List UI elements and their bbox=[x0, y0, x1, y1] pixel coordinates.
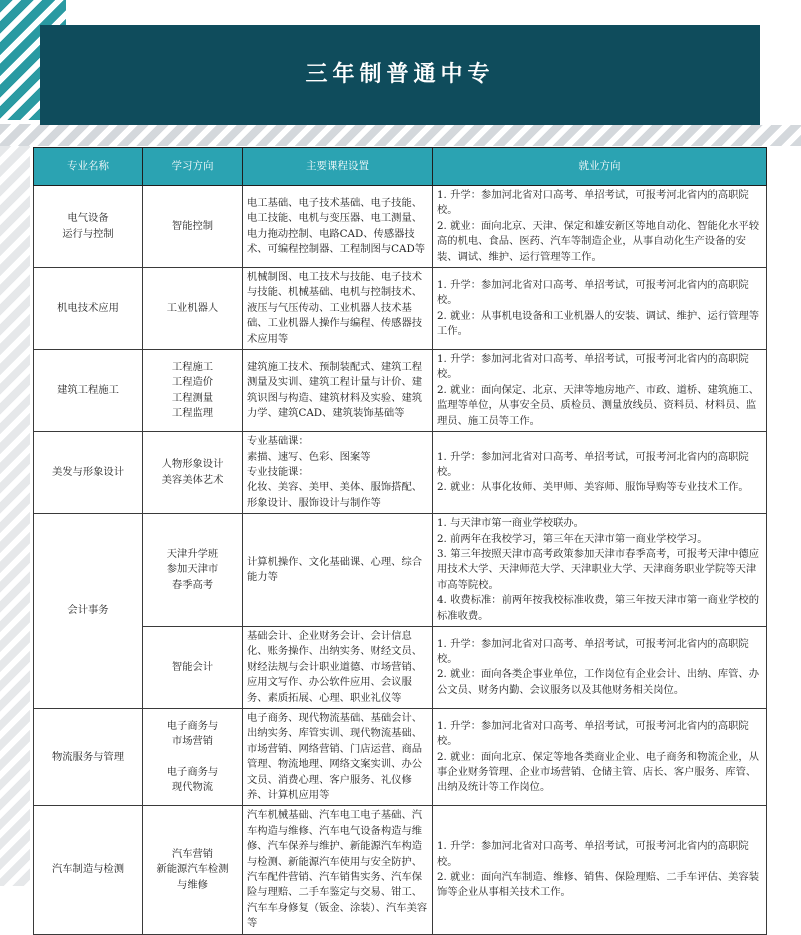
major-name: 美发与形象设计 bbox=[51, 465, 125, 478]
course-line: 化妆、美容、美甲、美体、服饰搭配、形象设计、服饰设计与制作等 bbox=[247, 481, 423, 509]
direction-name: 工程施工 bbox=[171, 360, 214, 373]
major-cell bbox=[34, 186, 143, 268]
direction-cell bbox=[143, 709, 243, 806]
direction-gap bbox=[147, 750, 238, 765]
job-item: 1. 升学：参加河北省对口高考、单招考试，可报考河北省内的高职院校。 bbox=[437, 450, 749, 478]
major-cell bbox=[34, 350, 143, 432]
direction-name: 市场营销 bbox=[171, 735, 214, 748]
direction-name: 现代物流 bbox=[171, 781, 214, 794]
direction-name: 工程监理 bbox=[171, 406, 214, 419]
direction-cell bbox=[143, 350, 243, 432]
major-cell bbox=[34, 432, 143, 514]
direction-name: 与维修 bbox=[177, 878, 208, 891]
job-item: 1. 升学：参加河北省对口高考、单招考试，可报考河北省内的高职院校。 bbox=[437, 840, 749, 868]
courses-cell bbox=[243, 432, 433, 514]
table-row bbox=[34, 432, 767, 514]
header-direction: 学习方向 bbox=[143, 148, 243, 186]
jobs-cell bbox=[433, 709, 767, 806]
jobs-cell bbox=[433, 186, 767, 268]
direction-name: 智能会计 bbox=[171, 660, 214, 673]
major-cell bbox=[34, 709, 143, 806]
decorative-stripe-bar bbox=[0, 124, 801, 146]
course-line: 专业技能课： bbox=[247, 465, 309, 478]
direction-name: 智能控制 bbox=[171, 219, 214, 232]
courses-cell: 计算机操作、文化基础课、心理、综合能力等 bbox=[243, 514, 433, 627]
major-name: 汽车制造与检测 bbox=[51, 863, 125, 876]
direction-name: 新能源汽车检测 bbox=[156, 863, 229, 876]
direction-name: 春季高考 bbox=[171, 578, 214, 591]
direction-cell bbox=[143, 268, 243, 350]
banner-edge bbox=[760, 25, 801, 125]
job-item: 2. 就业：面向各类企事业单位，工作岗位有企业会计、出纳、库管、办公文员、财务内勤、会议服务以及其他财务相关岗位。 bbox=[437, 668, 760, 696]
header-jobs: 就业方向 bbox=[433, 148, 767, 186]
job-item: 3. 第三年按照天津市高考政策参加天津市春季高考，可报考天津中德应用技术大学、天津师范大学、天津职业大学、天津商务职业学院等天津市高等院校。 bbox=[437, 547, 760, 591]
direction-name: 汽车营销 bbox=[171, 847, 214, 860]
table-row bbox=[34, 514, 767, 627]
header-courses: 主要课程设置 bbox=[243, 148, 433, 186]
direction-name: 工业机器人 bbox=[166, 301, 219, 314]
major-name: 运行与控制 bbox=[62, 227, 114, 240]
courses-cell: 电工基础、电子技术基础、电子技能、电工技能、电机与变压器、电工测量、电力拖动控制、电路CAD、传感器技术、可编程控制器、工程制图与CAD等 bbox=[243, 186, 433, 268]
direction-cell bbox=[143, 806, 243, 934]
table-row bbox=[34, 350, 767, 432]
table-row bbox=[34, 268, 767, 350]
major-name: 会计事务 bbox=[67, 604, 109, 617]
job-item: 4. 收费标准：前两年按我校标准收费，第三年按天津市第一商业学校的标准收费。 bbox=[437, 594, 760, 622]
major-cell bbox=[34, 514, 143, 709]
major-cell bbox=[34, 268, 143, 350]
job-item: 1. 升学：参加河北省对口高考、单招考试，可报考河北省内的高职院校。 bbox=[437, 719, 749, 748]
title-banner bbox=[40, 25, 760, 125]
decorative-stripes-left bbox=[0, 146, 30, 886]
major-name: 机电技术应用 bbox=[57, 301, 119, 314]
course-line: 素描、速写、色彩、图案等 bbox=[247, 450, 371, 463]
courses-cell: 机械制图、电工技术与技能、电子技术与技能、机械基础、电机与控制技术、液压与气压传动、工业机器人技术基础、工业机器人操作与编程、传感器技术应用等 bbox=[243, 268, 433, 350]
jobs-cell bbox=[433, 268, 767, 350]
jobs-cell bbox=[433, 806, 767, 934]
direction-cell bbox=[143, 186, 243, 268]
job-item: 2. 就业：从事机电设备和工业机器人的安装、调试、维护、运行管理等工作。 bbox=[437, 309, 760, 337]
table-row bbox=[34, 626, 767, 708]
job-item: 2. 就业：面向保定、北京、天津等地房地产、市政、道桥、建筑施工、监理等单位，从事安全员、质检员、测量放线员、资料员、材料员、监理员、施工员等工作。 bbox=[437, 383, 760, 427]
courses-cell: 汽车机械基础、汽车电工电子基础、汽车构造与维修、汽车电气设备构造与维修、汽车保养与维护、新能源汽车构造与检测、新能源汽车使用与安全防护、汽车配件营销、汽车销售实务、汽车保险与理赔、二手车鉴定与交易、钳工、汽车车身修复（钣金、涂装）、汽车美容等 bbox=[243, 806, 433, 934]
direction-name: 电子商务与 bbox=[166, 719, 219, 732]
job-item: 2. 就业：从事化妆师、美甲师、美容师、服饰导购等专业技术工作。 bbox=[437, 481, 749, 494]
job-item: 2. 就业：面向北京、天津、保定和雄安新区等地自动化、智能化水平较高的机电、食品、医药、汽车等制造企业，从事自动化生产设备的安装、调试、维护、运行管理等工作。 bbox=[437, 219, 760, 263]
direction-cell bbox=[143, 514, 243, 627]
program-table bbox=[33, 147, 767, 935]
page-title: 三年制普通中专 bbox=[305, 62, 495, 87]
jobs-cell bbox=[433, 626, 767, 708]
direction-name: 参加天津市 bbox=[166, 563, 219, 576]
jobs-cell bbox=[433, 350, 767, 432]
major-cell bbox=[34, 806, 143, 934]
course-line: 专业基础课： bbox=[247, 435, 309, 448]
job-item: 1. 升学：参加河北省对口高考、单招考试，可报考河北省内的高职院校。 bbox=[437, 353, 749, 381]
direction-name: 工程测量 bbox=[171, 391, 214, 404]
table-header-row bbox=[34, 148, 767, 186]
major-name: 物流服务与管理 bbox=[51, 750, 125, 763]
job-item: 2. 前两年在我校学习，第三年在天津市第一商业学校学习。 bbox=[437, 532, 708, 545]
direction-name: 工程造价 bbox=[171, 376, 214, 389]
table-row bbox=[34, 186, 767, 268]
direction-cell bbox=[143, 626, 243, 708]
job-item: 1. 升学：参加河北省对口高考、单招考试，可报考河北省内的高职院校。 bbox=[437, 189, 749, 217]
table-row bbox=[34, 806, 767, 934]
direction-name: 人物形象设计 bbox=[161, 458, 224, 471]
jobs-cell bbox=[433, 514, 767, 627]
job-item: 1. 与天津市第一商业学校联办。 bbox=[437, 517, 584, 530]
courses-cell: 建筑施工技术、预制装配式、建筑工程测量及实训、建筑工程计量与计价、建筑识图与构造、建筑材料及实验、建筑力学、建筑CAD、建筑装饰基础等 bbox=[243, 350, 433, 432]
major-name: 建筑工程施工 bbox=[57, 383, 119, 396]
direction-cell bbox=[143, 432, 243, 514]
header-major: 专业名称 bbox=[34, 148, 143, 186]
jobs-cell bbox=[433, 432, 767, 514]
major-name: 电气设备 bbox=[67, 212, 109, 225]
job-item: 1. 升学：参加河北省对口高考、单招考试，可报考河北省内的高职院校。 bbox=[437, 637, 749, 666]
job-item: 1. 升学：参加河北省对口高考、单招考试，可报考河北省内的高职院校。 bbox=[437, 278, 749, 307]
direction-name: 天津升学班 bbox=[166, 547, 219, 560]
direction-name: 美容美体艺术 bbox=[161, 473, 224, 486]
direction-name: 电子商务与 bbox=[166, 765, 219, 778]
job-item: 2. 就业：面向北京、保定等地各类商业企业、电子商务和物流企业，从事企业财务管理、企业市场营销、仓储主管、店长、客户服务、库管、出纳及统计等工作岗位。 bbox=[437, 750, 760, 794]
courses-cell: 基础会计、企业财务会计、会计信息化、账务操作、出纳实务、财经文员、财经法规与会计职业道德、市场营销、应用文写作、办公软件应用、会议服务、素质拓展、心理、职业礼仪等 bbox=[243, 626, 433, 708]
job-item: 2. 就业：面向汽车制造、维修、销售、保险理赔、二手车评估、美容装饰等企业从事相关技术工作。 bbox=[437, 871, 760, 899]
table-row bbox=[34, 709, 767, 806]
courses-cell: 电子商务、现代物流基础、基础会计、出纳实务、库管实训、现代物流基础、市场营销、网络营销、门店运营、商品管理、物流地理、网络文案实训、办公文员、消费心理、客户服务、礼仪修养、计算机应用等 bbox=[243, 709, 433, 806]
